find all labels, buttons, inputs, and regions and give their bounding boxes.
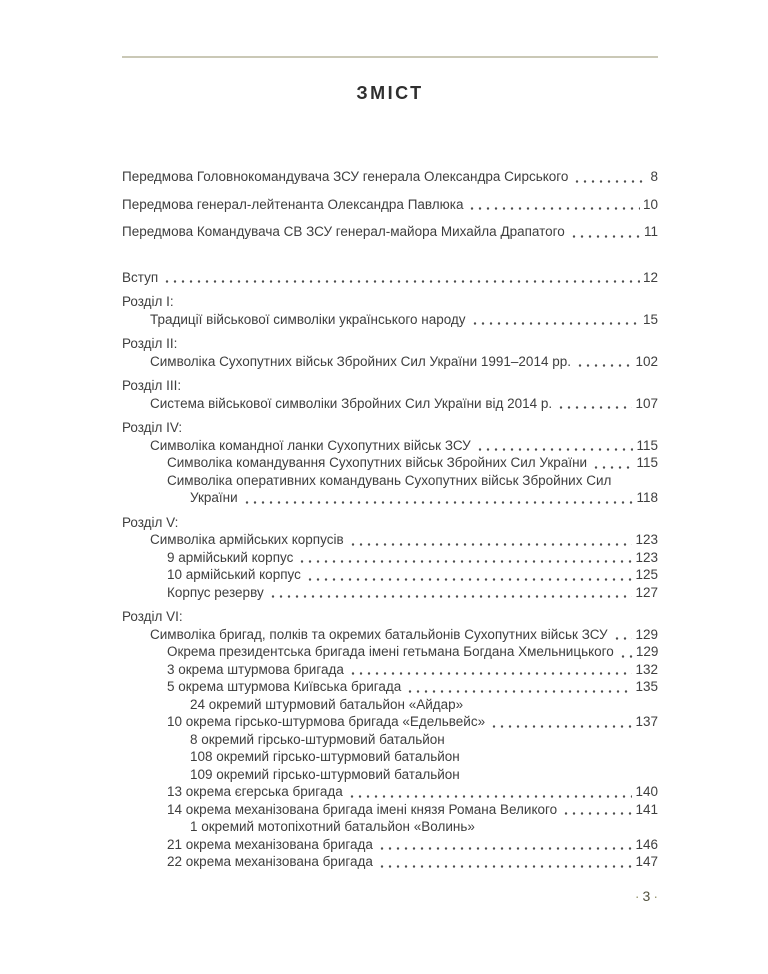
entry-label: 109 окремий гірсько-штурмовий батальйон <box>190 766 460 782</box>
entry-label: України <box>190 490 238 505</box>
dot-leader <box>490 713 632 731</box>
entry-label: Розділ I: <box>122 294 174 309</box>
entry-page-number: 102 <box>635 353 658 369</box>
entry-page-number: 135 <box>635 679 658 694</box>
entry-page-number: 129 <box>635 644 659 659</box>
toc-entry <box>122 584 658 602</box>
entry-label: Розділ II: <box>122 336 178 351</box>
toc-entry <box>122 643 658 661</box>
entry-label: 108 окремий гірсько-штурмовий батальйон <box>190 749 460 764</box>
toc-entry <box>122 801 658 819</box>
toc-entry <box>122 454 658 472</box>
dot-leader <box>378 853 633 871</box>
dot-leader <box>349 531 633 549</box>
entry-label: Символіка командування Сухопутних військ Збройних Сил України <box>167 455 588 470</box>
dot-leader <box>298 549 632 567</box>
toc-entry <box>122 766 658 784</box>
toc-section-heading <box>122 335 658 353</box>
dot-leader <box>557 395 632 413</box>
toc-entry <box>122 311 658 329</box>
entry-label: Передмова Командувача СВ ЗСУ генерал-майора Михайла Драпатого <box>122 224 565 239</box>
entry-page-number: 123 <box>635 532 658 547</box>
toc-entry <box>122 836 658 854</box>
dot-leader <box>269 584 633 602</box>
entry-label: 10 окрема гірсько-штурмова бригада «Едельвейс» <box>167 714 486 729</box>
entry-label: 1 окремий мотопіхотний батальйон «Волинь» <box>190 819 475 834</box>
entry-label: Розділ III: <box>122 378 182 393</box>
dot-leader <box>378 836 633 854</box>
entry-label: Розділ V: <box>122 514 179 530</box>
top-divider-rule <box>122 56 658 58</box>
dot-leader <box>573 168 647 186</box>
toc-entry <box>122 353 658 371</box>
entry-label: 13 окрема єгерська бригада <box>167 784 343 799</box>
entry-label: 24 окремий штурмовий батальйон «Айдар» <box>190 696 464 712</box>
entry-label: Символіка оперативних командувань Сухопутних військ Збройних Сил <box>167 472 612 488</box>
entry-label: 5 окрема штурмова Київська бригада <box>167 679 402 694</box>
dot-leader <box>471 311 640 329</box>
entry-label: 21 окрема механізована бригада <box>167 836 373 852</box>
entry-page-number: 137 <box>635 714 658 729</box>
toc-entry <box>122 489 658 507</box>
toc-entry <box>122 853 658 871</box>
entry-label: Окрема президентська бригада імені гетьмана Богдана Хмельницького <box>167 644 614 659</box>
entry-page-number: 115 <box>636 455 658 470</box>
entry-label: Система військової символіки Збройних Сил України від 2014 р. <box>150 395 553 411</box>
entry-label: Символіка бригад, полків та окремих батальйонів Сухопутних військ ЗСУ <box>150 626 608 642</box>
entry-label: 8 окремий гірсько-штурмовий батальйон <box>190 731 445 747</box>
entry-label: Вступ <box>122 269 159 285</box>
entry-page-number: 15 <box>642 311 658 327</box>
entry-label: 22 окрема механізована бригада <box>167 854 373 869</box>
entry-label: 3 окрема штурмова бригада <box>167 661 344 677</box>
entry-label: Розділ IV: <box>122 420 183 435</box>
entry-page-number: 127 <box>635 584 658 600</box>
toc-entry <box>122 661 658 679</box>
footer-ornament-right: · <box>653 888 658 904</box>
entry-page-number: 123 <box>635 549 658 565</box>
table-of-contents <box>122 168 658 871</box>
entry-label: 10 армійський корпус <box>167 567 301 582</box>
entry-page-number: 125 <box>635 567 658 582</box>
entry-page-number: 11 <box>643 224 658 239</box>
toc-section-heading <box>122 514 658 532</box>
toc-section-heading <box>122 293 658 311</box>
toc-entry <box>122 269 658 287</box>
entry-page-number: 8 <box>650 169 658 184</box>
dot-leader <box>476 437 634 455</box>
entry-label: Традиції військової символіки українського народу <box>150 311 466 327</box>
toc-entry <box>122 713 658 731</box>
dot-leader <box>243 489 634 507</box>
dot-leader <box>619 643 633 661</box>
footer-ornament-left: · <box>634 888 640 904</box>
toc-section-heading <box>122 608 658 626</box>
entry-label: Передмова Головнокомандувача ЗСУ генерала Олександра Сирського <box>122 169 569 184</box>
footer-page-number: 3 <box>642 888 651 904</box>
entry-page-number: 129 <box>635 626 658 642</box>
toc-entry <box>122 678 658 696</box>
entry-label: Символіка командної ланки Сухопутних військ ЗСУ <box>150 437 471 453</box>
entry-label: Символіка армійських корпусів <box>150 532 344 547</box>
entry-label: Розділ VI: <box>122 609 183 624</box>
entry-label: Корпус резерву <box>167 584 264 600</box>
toc-entry <box>122 626 658 644</box>
page-footer <box>635 888 658 906</box>
page-title: ЗМІСТ <box>356 83 424 103</box>
entry-label: Передмова генерал-лейтенанта Олександра Павлюка <box>122 196 464 212</box>
toc-section-heading <box>122 419 658 437</box>
toc-entry <box>122 437 658 455</box>
entry-page-number: 146 <box>635 836 658 852</box>
dot-leader <box>348 783 633 801</box>
entry-label: 14 окрема механізована бригада імені князя Романа Великого <box>167 801 558 817</box>
toc-entry <box>122 549 658 567</box>
entry-label: Символіка Сухопутних військ Збройних Сил України 1991–2014 рр. <box>150 353 571 369</box>
toc-entry <box>122 196 658 214</box>
dot-leader <box>570 223 641 241</box>
toc-entry <box>122 223 658 241</box>
toc-entry <box>122 566 658 584</box>
dot-leader <box>406 678 632 696</box>
toc-entry <box>122 168 658 186</box>
entry-page-number: 10 <box>642 196 658 212</box>
dot-leader <box>163 269 640 287</box>
dot-leader <box>306 566 633 584</box>
entry-page-number: 107 <box>635 395 658 411</box>
dot-leader <box>613 626 633 644</box>
dot-leader <box>562 801 632 819</box>
toc-entry <box>122 748 658 766</box>
toc-entry <box>122 531 658 549</box>
entry-page-number: 12 <box>642 269 658 285</box>
entry-page-number: 115 <box>636 437 658 453</box>
entry-page-number: 141 <box>635 801 658 817</box>
entry-page-number: 132 <box>635 661 658 677</box>
entry-label: 9 армійський корпус <box>167 549 294 565</box>
toc-entry <box>122 472 658 490</box>
entry-page-number: 147 <box>635 854 658 869</box>
toc-entry <box>122 731 658 749</box>
toc-entry <box>122 395 658 413</box>
dot-leader <box>592 454 633 472</box>
dot-leader <box>349 661 633 679</box>
toc-entry <box>122 818 658 836</box>
toc-entry <box>122 783 658 801</box>
dot-leader <box>468 196 639 214</box>
entry-page-number: 118 <box>636 490 658 505</box>
toc-entry <box>122 696 658 714</box>
dot-leader <box>576 353 632 371</box>
entry-page-number: 140 <box>635 784 658 799</box>
toc-section-heading <box>122 377 658 395</box>
